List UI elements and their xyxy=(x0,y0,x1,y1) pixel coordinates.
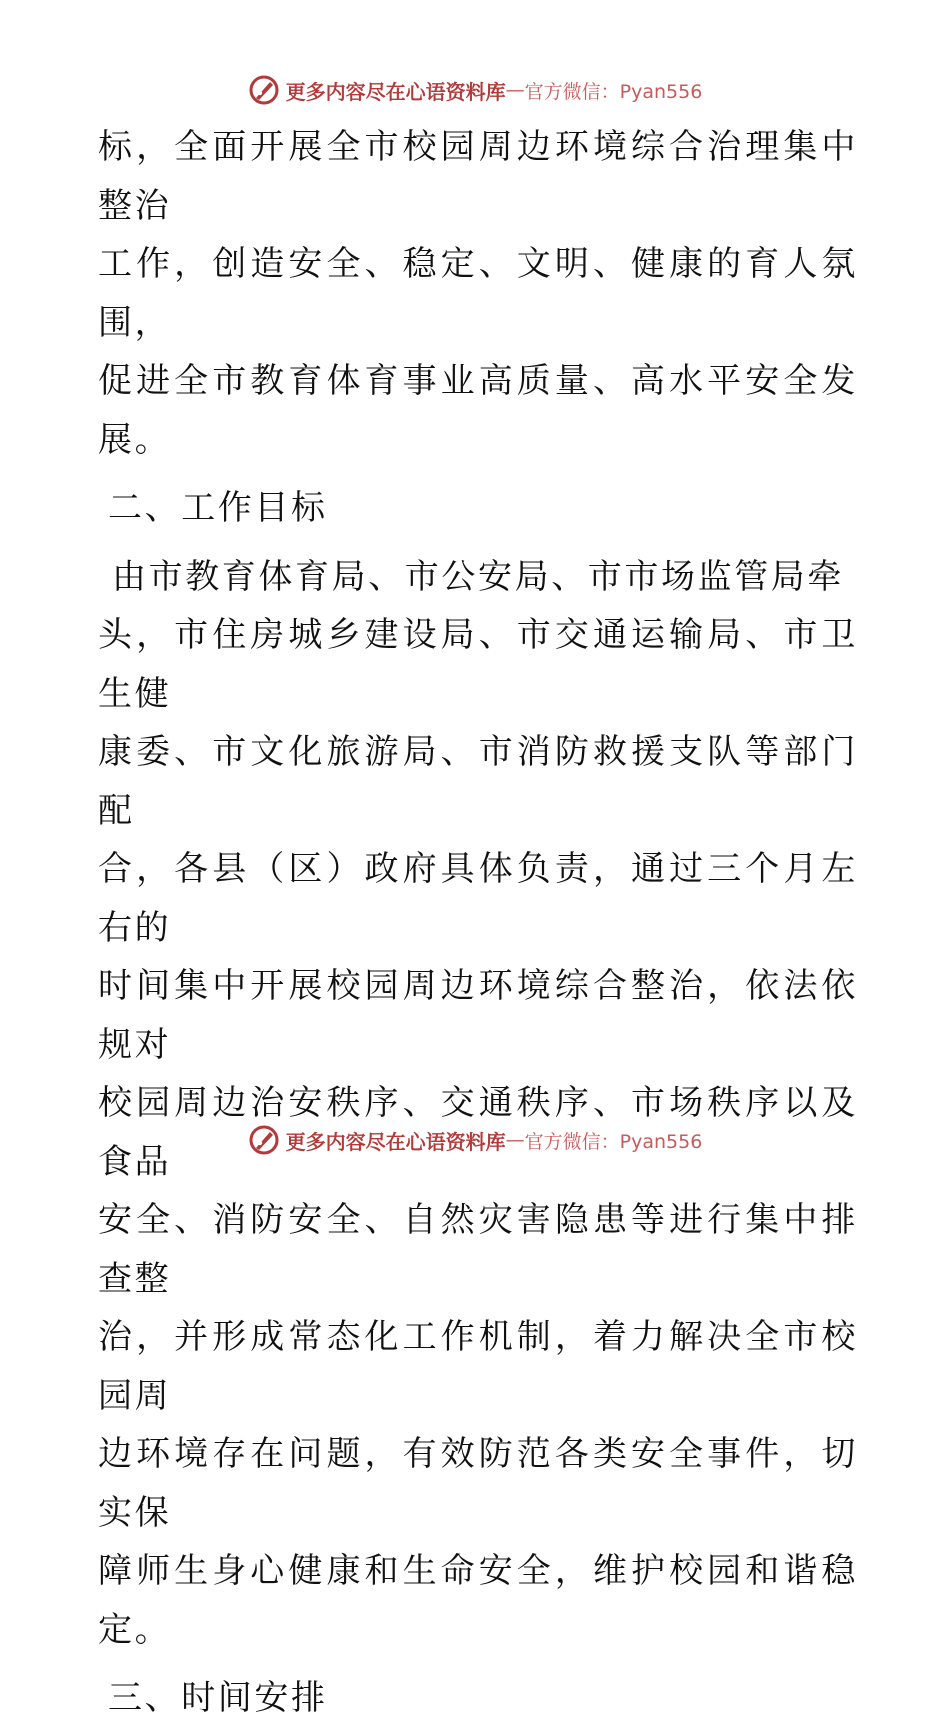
banner-wechat: 官方微信：Pyan556 xyxy=(524,1130,703,1153)
text-line: 头，市住房城乡建设局、市交通运输局、市卫生健 xyxy=(98,615,858,714)
text-line: 标，全面开展全市校园周边环境综合治理集中整治 xyxy=(98,127,858,226)
banner-separator: — xyxy=(505,79,525,101)
banner-text: 更多内容尽在心语资料库 xyxy=(285,79,506,104)
banner-separator: — xyxy=(505,1129,525,1151)
section-heading-goals: 二、工作目标 xyxy=(108,488,328,528)
banner-wechat: 官方微信：Pyan556 xyxy=(524,80,703,103)
text-line: 边环境存在问题，有效防范各类安全事件，切实保 xyxy=(98,1434,858,1533)
text-line: 促进全市教育体育事业高质量、高水平安全发展。 xyxy=(98,361,858,460)
paragraph-intro xyxy=(98,118,858,469)
text-line: 障师生身心健康和生命安全，维护校园和谐稳定。 xyxy=(98,1551,858,1650)
text-line: 工作，创造安全、稳定、文明、健康的育人氛围， xyxy=(98,244,858,343)
document-body xyxy=(98,118,858,1728)
banner-text: 更多内容尽在心语资料库 xyxy=(285,1129,506,1154)
text-line: 治，并形成常态化工作机制，着力解决全市校园周 xyxy=(98,1317,858,1416)
text-line: 安全、消防安全、自然灾害隐患等进行集中排查整 xyxy=(98,1200,858,1299)
paragraph-goals xyxy=(98,548,858,1660)
section-heading-schedule: 三、时间安排 xyxy=(108,1678,328,1718)
text-line: 由市教育体育局、市公安局、市市场监管局牵 xyxy=(112,556,844,597)
text-line: 康委、市文化旅游局、市消防救援支队等部门配 xyxy=(98,732,858,831)
header-banner xyxy=(0,70,950,110)
footer-banner xyxy=(0,1120,950,1160)
text-line: 合，各县（区）政府具体负责，通过三个月左右的 xyxy=(98,849,858,948)
text-line: 时间集中开展校园周边环境综合整治，依法依规对 xyxy=(98,966,858,1065)
pen-logo-icon xyxy=(248,1124,280,1156)
pen-logo-icon xyxy=(248,74,280,106)
text-line: 校园周边治安秩序、交通秩序、市场秩序以及食品 xyxy=(98,1083,858,1182)
